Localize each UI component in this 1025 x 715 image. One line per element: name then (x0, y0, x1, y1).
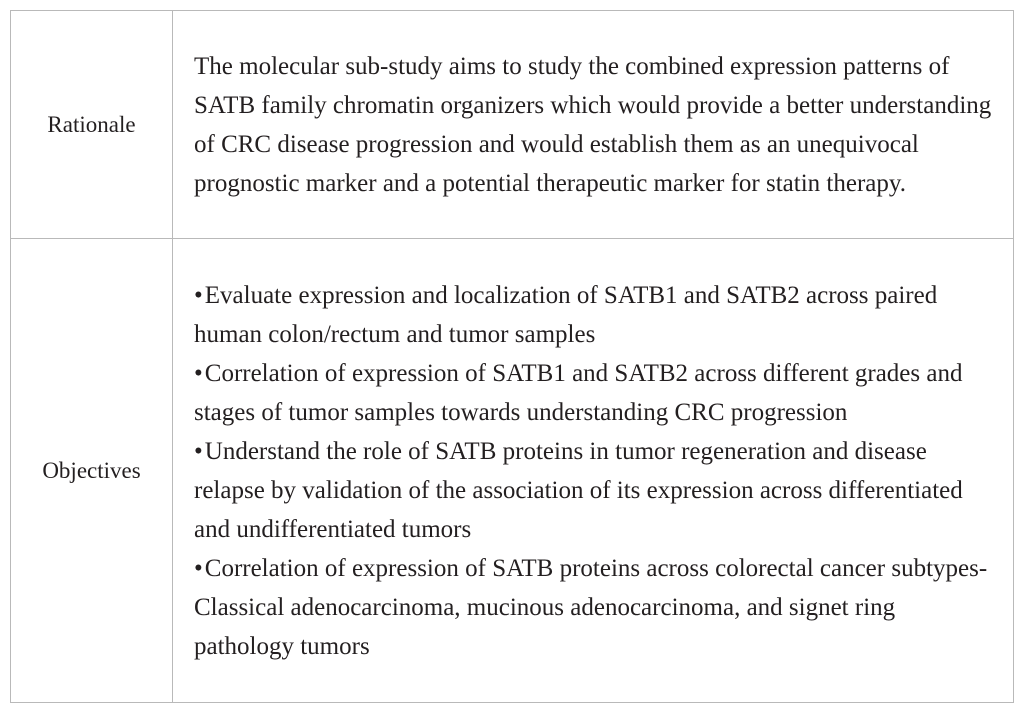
objective-item-1 (194, 276, 997, 354)
study-table (10, 10, 1014, 703)
objective-item-4 (194, 549, 997, 666)
objectives-cell (173, 239, 1014, 703)
objective-item-2 (194, 354, 997, 432)
objectives-list (194, 276, 997, 666)
bullet-2: • (194, 359, 203, 387)
rationale-text: The molecular sub-study aims to study the combined expression patterns of SATB family chromatin organizers which would provide a better understanding of CRC disease progression and would establish them as an unequivocal prognostic marker and a potential therapeutic marker for statin therapy. (194, 52, 992, 197)
bullet-4: • (194, 554, 203, 582)
rationale-label: Rationale (11, 11, 173, 239)
objective-text-3: Understand the role of SATB proteins in tumor regeneration and disease relapse by validation of the association of its expression across differentiated and undifferentiated tumors (194, 437, 963, 543)
bullet-3: • (194, 437, 203, 465)
table-row-rationale (11, 11, 1014, 239)
bullet-1: • (194, 281, 203, 309)
objective-text-1: Evaluate expression and localization of SATB1 and SATB2 across paired human colon/rectum and tumor samples (194, 281, 938, 348)
objective-item-3 (194, 432, 997, 549)
rationale-cell (173, 11, 1014, 239)
objective-text-4: Correlation of expression of SATB proteins across colorectal cancer subtypes-Classical adenocarcinoma, mucinous adenocarcinoma, and signet ring pathology tumors (194, 554, 988, 660)
table-row-objectives (11, 239, 1014, 703)
objective-text-2: Correlation of expression of SATB1 and SATB2 across different grades and stages of tumor samples towards understanding CRC progression (194, 359, 963, 426)
objectives-label: Objectives (11, 239, 173, 703)
